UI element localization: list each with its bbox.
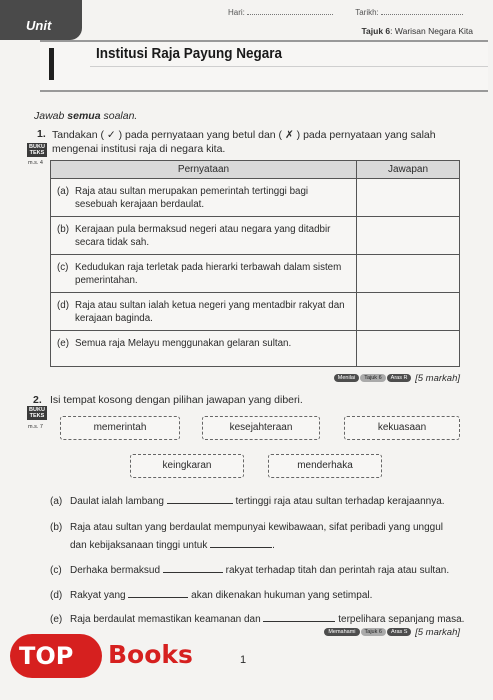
item-label: (b) bbox=[50, 522, 63, 533]
answer-cell-b[interactable] bbox=[357, 217, 460, 255]
unit-number-bar bbox=[49, 48, 54, 80]
question-1-footer bbox=[334, 373, 460, 384]
instruction-prefix: Jawab bbox=[34, 110, 68, 122]
question-2-number: 2. bbox=[33, 394, 42, 406]
unit-label: Unit bbox=[26, 18, 52, 33]
buku-teks-tag-1: BUKU TEKS bbox=[27, 143, 47, 157]
answer-cell-a[interactable] bbox=[357, 179, 460, 217]
banner-divider bbox=[90, 66, 488, 67]
row-label: (c) bbox=[57, 262, 69, 273]
row-statement: Kerajaan pula bermaksud negeri atau negara yang ditadbir secara tidak sah. bbox=[75, 224, 331, 248]
topic-tag: Tajuk 6 bbox=[360, 374, 385, 382]
header-jawapan: Jawapan bbox=[357, 161, 460, 179]
instruction-suffix: soalan. bbox=[100, 110, 138, 122]
item-label: (c) bbox=[50, 565, 62, 576]
table-row bbox=[51, 331, 460, 367]
item-before: dan kebijaksanaan tinggi untuk bbox=[70, 540, 208, 551]
item-after: tertinggi raja atau sultan terhadap kerajaannya. bbox=[235, 496, 445, 507]
topic-tag: Tajuk 6 bbox=[361, 628, 386, 636]
item-after: terpelihara sepanjang masa. bbox=[338, 614, 465, 625]
row-statement: Raja atau sultan ialah ketua negeri yang mentadbir rakyat dan kerajaan baginda. bbox=[75, 300, 345, 324]
date-fields bbox=[228, 8, 463, 17]
skill-tag: Menilai bbox=[334, 374, 359, 382]
hari-label: Hari: bbox=[228, 8, 245, 17]
item-before: Daulat ialah lambang bbox=[70, 496, 164, 507]
row-statement: Raja atau sultan merupakan pemerintah tertinggi bagi sesebuah kerajaan berdaulat. bbox=[75, 186, 309, 210]
option-box[interactable]: kesejahteraan bbox=[202, 416, 320, 440]
buku-teks-tag-2: BUKU TEKS bbox=[27, 406, 47, 420]
item-before: Derhaka bermaksud bbox=[70, 565, 161, 576]
fill-item-c bbox=[50, 564, 449, 578]
skill-tag: Memahami bbox=[324, 628, 359, 636]
statements-table bbox=[50, 160, 460, 367]
page-title: Institusi Raja Payung Negara bbox=[96, 45, 283, 62]
level-tag: Aras R bbox=[387, 374, 412, 382]
item-label: (e) bbox=[50, 614, 63, 625]
level-tag: Aras S bbox=[387, 628, 412, 636]
item-before: Raja atau sultan yang berdaulat mempunyai kewibawaan, sifat peribadi yang unggul bbox=[70, 522, 444, 533]
item-before: Raja berdaulat memastikan keamanan dan bbox=[70, 614, 261, 625]
unit-tab bbox=[0, 0, 82, 40]
option-box[interactable]: kekuasaan bbox=[344, 416, 460, 440]
table-row bbox=[51, 217, 460, 255]
answer-blank[interactable] bbox=[210, 539, 272, 548]
fill-item-d bbox=[50, 589, 372, 603]
answer-blank[interactable] bbox=[167, 495, 233, 504]
item-after: . bbox=[272, 540, 275, 551]
question-2-footer bbox=[324, 627, 460, 638]
item-label: (d) bbox=[50, 590, 63, 601]
question-1-text: Tandakan ( ✓ ) pada pernyataan yang betul dan ( ✗ ) pada pernyataan yang salah mengenai institusi raja di negara kita. bbox=[52, 129, 436, 155]
fill-item-e bbox=[50, 613, 464, 627]
row-label: (b) bbox=[57, 224, 69, 235]
fill-item-b-cont bbox=[50, 539, 275, 553]
marks-label: [5 markah] bbox=[415, 627, 460, 638]
row-statement: Kedudukan raja terletak pada hierarki terbawah dalam sistem pemerintahan. bbox=[75, 262, 342, 286]
buku-teks-page-2: m.s. 7 bbox=[28, 424, 43, 430]
marks-label: [5 markah] bbox=[415, 373, 460, 384]
table-row bbox=[51, 255, 460, 293]
instruction bbox=[34, 110, 137, 122]
row-label: (a) bbox=[57, 186, 69, 197]
option-box[interactable]: keingkaran bbox=[130, 454, 244, 478]
item-before: Rakyat yang bbox=[70, 590, 126, 601]
tarikh-label: Tarikh: bbox=[355, 8, 379, 17]
row-label: (d) bbox=[57, 300, 69, 311]
logo-books: Books bbox=[108, 640, 193, 669]
instruction-bold: semua bbox=[67, 110, 101, 122]
row-label: (e) bbox=[57, 338, 69, 349]
topic-label bbox=[361, 26, 473, 36]
buku-teks-page-1: m.s. 4 bbox=[28, 160, 43, 166]
item-label: (a) bbox=[50, 496, 63, 507]
hari-blank bbox=[247, 14, 333, 15]
answer-blank[interactable] bbox=[128, 589, 188, 598]
table-row bbox=[51, 179, 460, 217]
option-box[interactable]: memerintah bbox=[60, 416, 180, 440]
answer-cell-e[interactable] bbox=[357, 331, 460, 367]
table-row bbox=[51, 293, 460, 331]
question-2-text: Isi tempat kosong dengan pilihan jawapan yang diberi. bbox=[50, 394, 303, 406]
topic-name: : Warisan Negara Kita bbox=[390, 26, 473, 36]
logo-top: TOP bbox=[10, 634, 102, 678]
row-statement: Semua raja Melayu menggunakan gelaran sultan. bbox=[75, 338, 292, 349]
tarikh-blank bbox=[381, 14, 463, 15]
item-after: rakyat terhadap titah dan perintah raja atau sultan. bbox=[225, 565, 450, 576]
fill-item-b bbox=[50, 521, 443, 535]
topic-number: Tajuk 6 bbox=[361, 26, 391, 36]
header-pernyataan: Pernyataan bbox=[51, 161, 357, 179]
fill-item-a bbox=[50, 495, 445, 509]
option-box[interactable]: menderhaka bbox=[268, 454, 382, 478]
answer-blank[interactable] bbox=[263, 613, 335, 622]
question-1-number: 1. bbox=[37, 128, 46, 140]
answer-blank[interactable] bbox=[163, 564, 223, 573]
item-after: akan dikenakan hukuman yang setimpal. bbox=[191, 590, 373, 601]
answer-cell-c[interactable] bbox=[357, 255, 460, 293]
answer-cell-d[interactable] bbox=[357, 293, 460, 331]
page-number: 1 bbox=[240, 654, 247, 666]
